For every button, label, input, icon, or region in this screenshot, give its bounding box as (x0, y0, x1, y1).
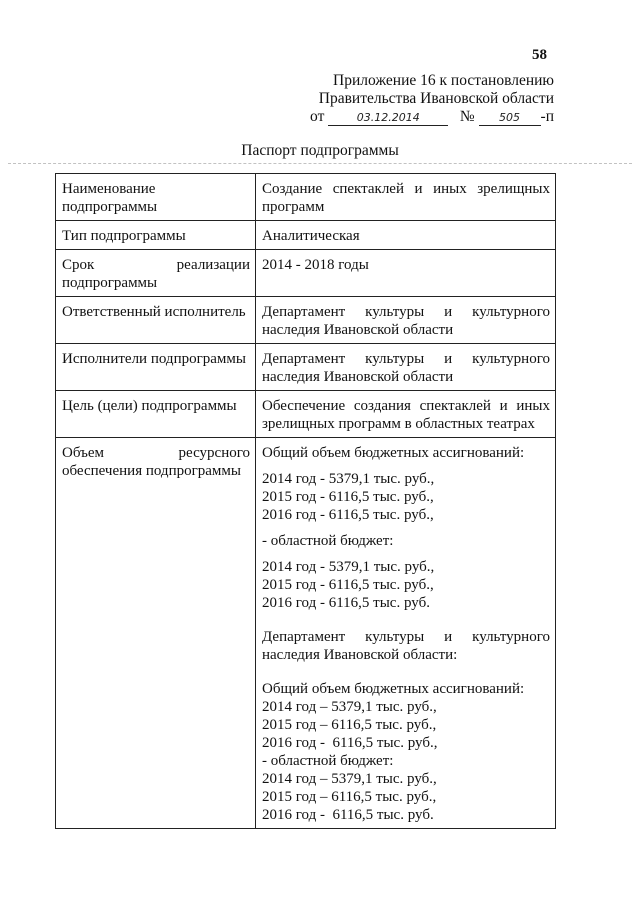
passport-table (55, 173, 556, 829)
funding-line: 2015 год – 6116,5 тыс. руб., (262, 717, 437, 733)
table-row (56, 391, 556, 438)
funding-line: 2014 год - 5379,1 тыс. руб., (262, 471, 435, 487)
from-label: от (310, 108, 325, 125)
table-row (56, 174, 556, 221)
row-value: Аналитическая (256, 221, 556, 250)
row-value: Создание спектаклей и иных зрелищных программ (256, 174, 556, 221)
regional-budget-label: - областной бюджет: (262, 533, 394, 549)
funding-details (256, 438, 556, 829)
appendix-line: Приложение 16 к постановлению (333, 72, 554, 89)
row-label: Наименование подпрограммы (56, 174, 256, 221)
funding-line: 2016 год - 6116,5 тыс. руб. (262, 595, 430, 611)
funding-intro: Общий объем бюджетных ассигнований: (262, 681, 525, 697)
table-row (56, 344, 556, 391)
page-number: 58 (532, 47, 547, 63)
funding-line: 2016 год - 6116,5 тыс. руб., (262, 507, 434, 523)
table-row (56, 250, 556, 297)
table-row (56, 221, 556, 250)
scan-artifact-line (8, 163, 632, 164)
number-suffix: -п (540, 108, 554, 125)
table-row (56, 438, 556, 829)
document-title: Паспорт подпрограммы (241, 142, 399, 159)
date-number-line (310, 108, 554, 126)
row-label: Исполнители подпрограммы (56, 344, 256, 391)
funding-line: 2015 год – 6116,5 тыс. руб., (262, 789, 437, 805)
table-row (56, 297, 556, 344)
row-label: Тип подпрограммы (56, 221, 256, 250)
decree-date: 03.12.2014 (328, 111, 448, 126)
row-label: Цель (цели) подпрограммы (56, 391, 256, 438)
row-value: Департамент культуры и культурного наследия Ивановской области (256, 344, 556, 391)
funding-line: 2014 год – 5379,1 тыс. руб., (262, 699, 437, 715)
decree-number: 505 (479, 111, 541, 126)
row-value: Департамент культуры и культурного наследия Ивановской области (256, 297, 556, 344)
funding-line: 2014 год - 5379,1 тыс. руб., (262, 559, 435, 575)
regional-budget-label: - областной бюджет: (262, 753, 394, 769)
number-label: № (459, 108, 475, 125)
department-label: Департамент культуры и культурного наследия Ивановской области: (262, 629, 550, 663)
funding-line: 2014 год – 5379,1 тыс. руб., (262, 771, 437, 787)
funding-line: 2016 год - 6116,5 тыс. руб. (262, 807, 434, 823)
government-line: Правительства Ивановской области (318, 90, 554, 107)
row-label: Ответственный исполнитель (56, 297, 256, 344)
funding-intro: Общий объем бюджетных ассигнований: (262, 445, 525, 461)
row-label: Срок реализации подпрограммы (56, 250, 256, 297)
funding-label: Объем ресурсного обеспечения подпрограммы (56, 438, 256, 829)
row-value: Обеспечение создания спектаклей и иных зрелищных программ в областных театрах (256, 391, 556, 438)
row-value: 2014 - 2018 годы (256, 250, 556, 297)
funding-line: 2015 год - 6116,5 тыс. руб., (262, 489, 434, 505)
funding-line: 2015 год - 6116,5 тыс. руб., (262, 577, 434, 593)
funding-line: 2016 год - 6116,5 тыс. руб., (262, 735, 438, 751)
